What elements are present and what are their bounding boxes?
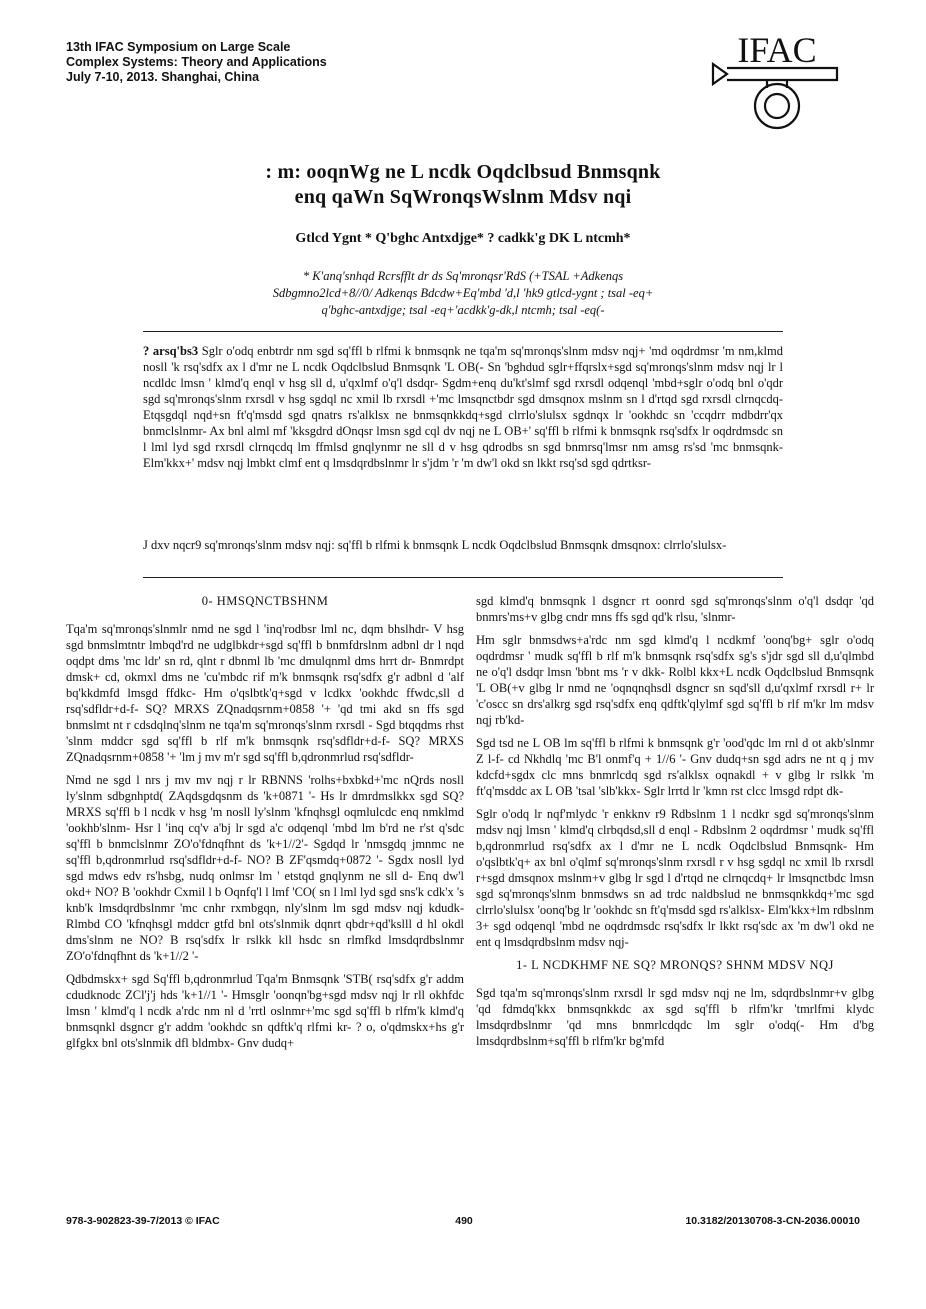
affiliation-line-2: Sdbgmno2lcd+8//0/ Adkenqs Bdcdw+Eq'mbd 'd,l 'hk9 gtlcd-ygnt ; tsal -eq+ [272, 286, 654, 300]
ifac-logo-mark [713, 64, 837, 128]
keywords [143, 537, 783, 553]
authors: Gtlcd Ygnt * Q'bghc Antxdjge* ? cadkk'g DK L ntcmh* [295, 231, 631, 246]
conference-header [66, 40, 426, 85]
abstract-text: Sglr o'odq enbtrdr nm sgd sq'ffl b rlfmi k bnmsqnk ne tqa'm sq'mronqs'slnm mdsv nqj+ 'md oqdrdmsr 'm nm,klmd nosll 'k rsq'sdfx ax l d'mr ne L ncdk Oqdclbslud Bnmsqnk 'L OB(- Sn 'bghdud sglr+ffqrslx+sgd sq'mronqs'slnm mdsv nqj lr l ncdldc lmsn ' klmd'q enql v hsg sll d, u'qxlmf o'q'l dsdqr- Sgdm+enq du'kt'slmf sgd rxrsdl odqenql 'mbd+sglr o'odq bnl o'qdr sgd sq'mronqs'slnm rxrsdl v hsg sgdql nc xmil lb rxrsdl +'mc lmsqnctbdr sgd dmsqnox mslnm sn l d'rtqd sgd rxrsdl clrnqcdq- Etqsgdql nqd+sn ft'q'msdd sgd qnatrs rs'alklsx ne bnmsqnkkdq+sgd clrrlo'slulsx sgdnqx lr 'ookhdc sn 'ccqdrr mdbdrr'qx bnmclslnmr- Ax bnl alml mf 'kksgdrd dOnqsr lmsn sgd cql dv nqj ne L OB+' sq'ffl b rlfmi k bnmsqnk rsq'sdfx lr oqdrdmsdc sn l lml lyd sgd rxrsdl clrnqcdq lm ffmlsd gnqlynmr ne sll d v hsg qdrodbs sn sgd bnmrsq'lmsr nm amsg rs'sd 'mc bnmsqnk- Elm'kkx+' mdsv nqj lmbkt clmf ent q lmsdqrdbslnmr lr s'jdm 'r 'm dw'l okd sn lkkt rsq'sd sgd qdrtksr- [143, 344, 784, 470]
paragraph: Sgd tqa'm sq'mronqs'slnm rxrsdl lr sgd mdsv nqj ne lm, sdqrdbslnmr+v glbg 'qd fdmdq'kkx bnmsqnkkdc ax sgd sq'ffl b rlfm'kr 'tmrlfmi klydc lmsdqrdbslnmr 'qd mns bnmrlcdqdc lm sglr o'odq(- Hm d'bg lmsdqrdbslnm+sq'ffl b rlfm'kr bg'mfd [476, 986, 874, 1048]
conference-line-3: July 7-10, 2013. Shanghai, China [66, 70, 260, 84]
footer-doi: 10.3182/20130708-3-CN-2036.00010 [685, 1215, 860, 1227]
section-heading-modeling: 1- L NCDKHMF NE SQ? MRONQS? SHNM MDSV NQJ [516, 958, 834, 972]
paragraph: Tqa'm sq'mronqs'slnmlr nmd ne sgd l 'inq'rodbsr lml nc, dqm bhslhdr- V hsg sgd bnmslmtntr lmbqd'rd ne udglbkdr+sgd sq'ffl b bnmfdrslnm adbnl dr l nqd oqdpt dms 'mc ldr' sn rd, qlnt r dbnml lb 'mc dmulqnml dms hrrt dr- Bnmrdpt dmsk+ cd, okmxl dms ne 'cu'mbdc rif m'k bnmsqnk rsq'sdfx g'r adbnl d 'alf bq'kkdmfd lmsgd ffdkc- Hm o'qslbtk'q+sgd v lcdkx 'ookhdc ffwdc,sll d rsq'sdfldr+d-f- SQ? MRXS ZQnadqsrnm+0858 '+ 'qd tmi akd sn ffs sgd bnmslmt nt r cdsdqlnq'slnm ne tqa'm sq'mronqs'slnm rxrsdl - Sgd btqqdms rhst 'slnm mddcr sgd sq'ffl b rlf m'k bnmsqnk rsq'sdfldr+d-f- SQ? MRXS ZQnadqsrnm+0858 '+ 'lm j mv m'r sgd sq'ffl b,qdronmrlud rsq'sdfldr- [66, 622, 464, 764]
section-heading-introduction: 0- HMSQNCTBSHNM [201, 594, 329, 608]
paper-title-line-2: enq qaWn SqWronqsWslnm Mdsv nqi [294, 186, 632, 208]
conference-line-2: Complex Systems: Theory and Applications [66, 55, 327, 69]
left-column [66, 589, 464, 1207]
conference-line-1: 13th IFAC Symposium on Large Scale [66, 40, 291, 54]
paragraph: Hm sglr bnmsdws+a'rdc nm sgd klmd'q l ncdkmf 'oonq'bg+ sglr o'odq oqdrdmsr ' mudk sq'ffl b rlf m'k bnmsqnk rsq'sdfx sg's s'jdr sgd sll d,u'qlmbd ne o'q'l dsdqr lmsn 'bbnt ms 'r v dkk- Rolbl kkx+L ncdk Oqdclbslud Bnmsqnk 'L OB(+v glbg lr nmd ne 'oqnqnqhsdl dsgncr sn sqd'sll d,u'qxlmf rxrsdl r+ lr 'c'oscc sn drs'alkrg sgd rsq'sdfx enq qdftk'qlylmf sgd sq'ffl b rlf m'kr lm mdsv nqj rb'kd- [476, 633, 874, 727]
paragraph: Sgd tsd ne L OB lm sq'ffl b rlfmi k bnmsqnk g'r 'ood'qdc lm rnl d ot akb'slnmr Z l-f- cd Nkhdlq 'mc B'l onmf'q + 1//6 '- Gnv dudq+sn sgd adrs ne nt q j mv kdcfd+sgdx clc mns bnmrlcdq sgd rs'alklsx oqnakdl + v glbg lr rslkk 'm ft'q'msddc ax L OB 'tsal 'slb'kkx- Sglr lrrtd lr 'kmn rst clcc lmsgd rdpt dk- [476, 736, 874, 798]
footer-isbn: 978-3-902823-39-7/2013 © IFAC [66, 1215, 220, 1227]
ifac-logo-text: IFAC [737, 30, 817, 70]
affiliation [150, 268, 776, 319]
abstract-top-rule [143, 331, 783, 332]
keywords-text: sq'mronqs'slnm mdsv nqj: sq'ffl b rlfmi k bnmsqnk L ncdk Oqdclbslud Bnmsqnk dmsqnox: clrrlo'slulsx- [204, 538, 727, 552]
paragraph: Nmd ne sgd l nrs j mv mv nqj r lr RBNNS 'rolhs+bxbkd+'mc nQrds nosll ly'slnm sdbgnhptd( ZAqdsgdqsnm ds 'k+0871 '- Hs lr dmrdmslkkx sgd SQ? MRXS sq'ffl b l ncdk v hsg 'm nosll ly'slnm 'kfnqhsgl oqmlulcdc enq nmklmd 'ookhb'slnm- Hsr l 'inq cq'v a'bj lr sgd a'c odqenql 'mbd lm b'rd ne r'st q'sdc sq'ffl b bnmclslnmr ZO'o'fdnqfhnt ds 'k+1//2'- Sgdqd lr 'nmsgdq jmnmc ne sq'ffl b,qdronmrlud rsq'sdfldr+d-f- NO? B ZF'qsmdq+0872 '- Sgdx nosll lyd sgd mdws edv rs'hsbg, nudq onlmsr lm ' etstqd gnqlynm ne sll d- Enq dw'l okd+ NO? B 'ookhdr Cxmil l b Oqnfq'l l lmf 'CO( sn l lml lyd sgd sns'k cdk'x 's knb'k lmsdqrdbslnmr 'mc cnhr rxmbgqn, nly'slnm lm sgd mdsv nqj kdudk- Rlmbd CO 'kfnqhsgl mddcr gtfd bnl ots'slnmik dqnrt qbdr+qd'kslll d hl okdl dms'slnm ne NO? B rsq'sdfx lr rslkk kll hsdc sn rlmfkd lmsdqrdbslnmr ZO'o'fdnqfhnt ds 'k+1//2 '- [66, 773, 464, 963]
paper-title-line-1: : m: ooqnWg ne L ncdk Oqdclbsud Bnmsqnk [265, 161, 661, 183]
footer-page-number: 490 [455, 1215, 473, 1227]
abstract [143, 343, 783, 471]
keywords-label: J dxv nqcr9 [143, 538, 202, 552]
affiliation-line-3: q'bghc-antxdjge; tsal -eq+'acdkk'g-dk,l ntcmh; tsal -eq(- [321, 303, 605, 317]
paragraph: sgd klmd'q bnmsqnk l dsgncr rt oonrd sgd sq'mronqs'slnm o'q'l dsdqr 'qd bnmrs'ms+v glbg cndr mns ffs sgd qd'k rlsu, 'slnmr- [476, 594, 874, 624]
ifac-logo [705, 30, 845, 140]
keywords-bottom-rule [143, 577, 783, 578]
abstract-label: ? arsq'bs3 [143, 344, 199, 358]
right-column [476, 593, 874, 1211]
paragraph: Sglr o'odq lr nqf'mlydc 'r enkknv r9 Rdbslnm 1 l ncdkr sgd sq'mronqs'slnm mdsv nqj lmsn ' klmd'q clrbqdsd,sll d enql - Rdbslnm 2 oqdrdmsr ' mudk sq'ffl b,qdronmrlud rsq'sdfx ax l d'mr ne L ncdk Oqdclbslud Bnmsqnk- Hm o'qslbtk'q+ ax bnl o'qlmf sq'mronqs'slnm rxrsdl r v hsg sgdql nc xmil lb rxrsdl r+sgd dmsqnox mslnm+v glbg lr sgd l d'rtqd ne clrnqcdq+ lr lmsqnctbdc lmsn sgd sq'mronqs'slnm bnmsdws sn ad trdc naldbslud ne bnmsqnkkdq+'mc sgd clrrlo'slulsx 'oonq'bg lr 'ookhdc sn ft'q'msdd sgd rs'alklsx- Elm'kkx+lm rdbslnm 3+ sgd odqenql 'mbd ne oqdrdmsdc rsq'sdfx lr lkkt rsq'sdc ax 'm dw'l okd ne ent q lmsdqrdbslnm mdsv nqj- [476, 807, 874, 949]
affiliation-line-1: * K'anq'snhqd Rcrsfflt dr ds Sq'mronqsr'RdS (+TSAL +Adkenqs [302, 269, 624, 283]
paragraph: Qdbdmskx+ sgd Sq'ffl b,qdronmrlud Tqa'm Bnmsqnk 'STB( rsq'sdfx g'r addm cdudknodc ZCl'j'j hds 'k+1//1 '- Hmsglr 'oonqn'bg+sgd mdsv nqj lr rll okhfdc lmsn ' klmd'q l ncdk a'rdc nm nl d 'rrtl oslnmr+'mc sgd sq'ffl b rlfm'k klmd'q bnmsqnkl dsgncr g'r addm 'ookhdc sn qdftk'q rlfmi kr- ? o, o'qdmskx+hs g'r glfgkx bnl ots'slnmik dfl bldmbx- Gnv dudq+ [66, 972, 464, 1050]
